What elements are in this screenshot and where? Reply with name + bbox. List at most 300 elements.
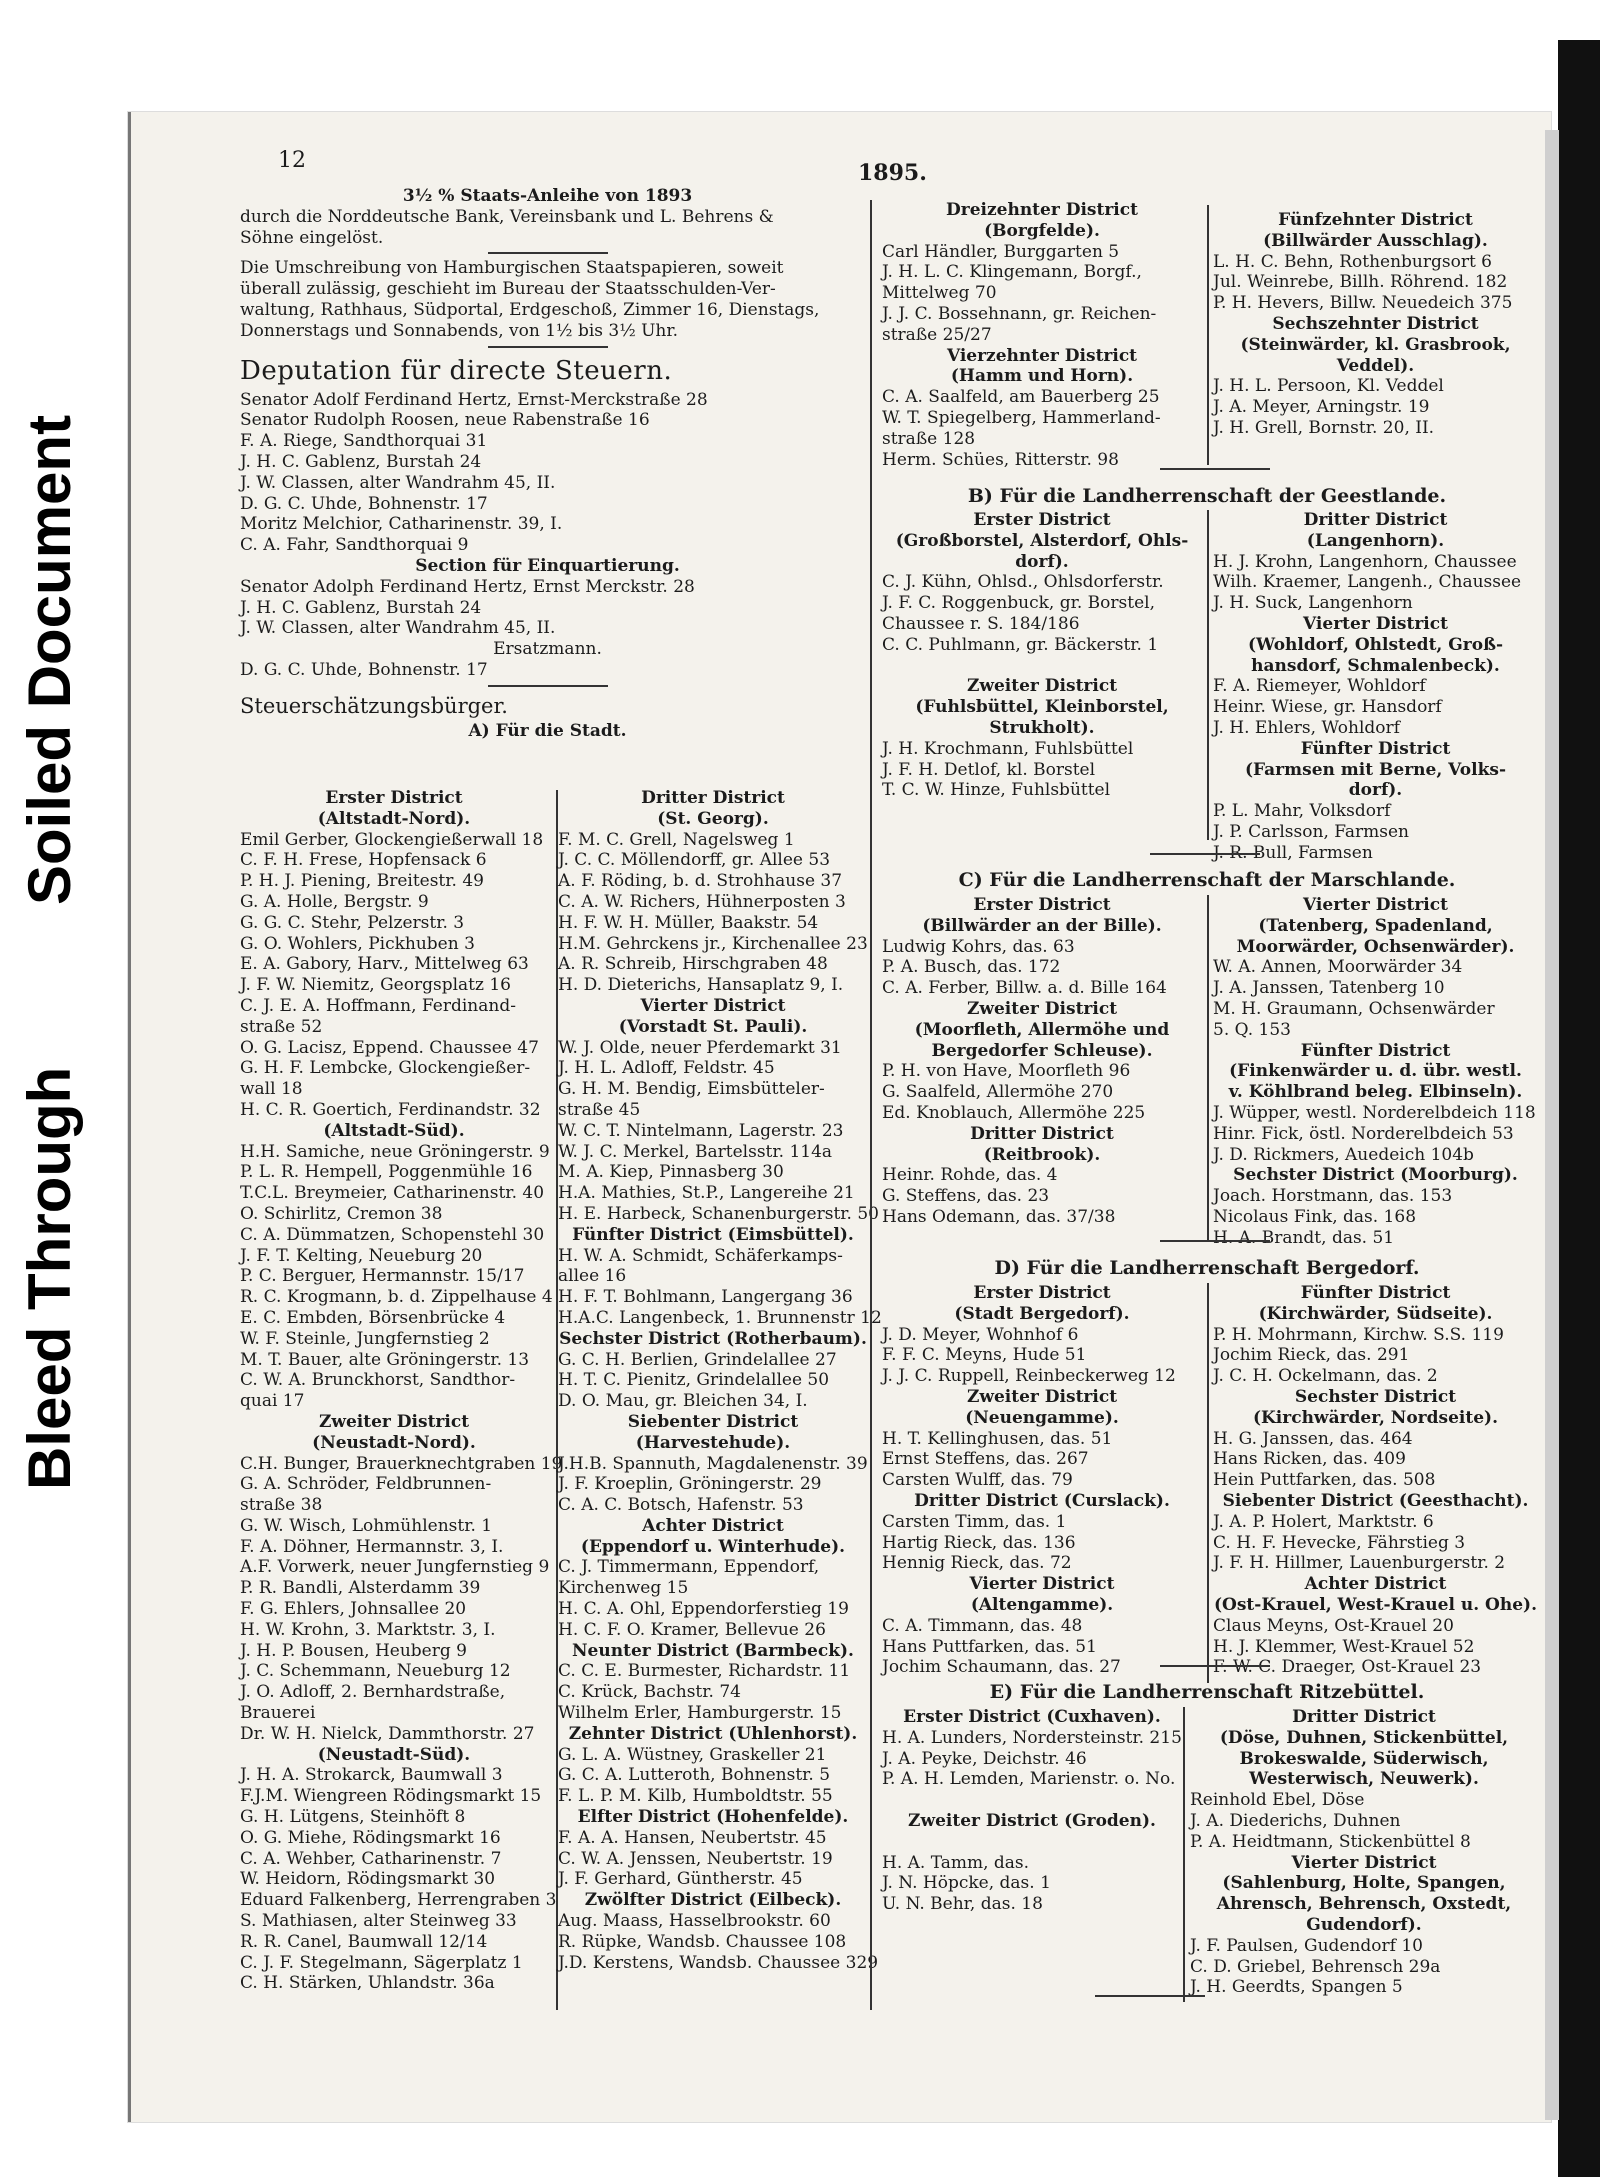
entry-line: Hein Puttfarken, das. 508 <box>1213 1470 1436 1491</box>
district-heading: Westerwisch, Neuwerk). <box>1249 1769 1479 1790</box>
entry-line: Hans Ricken, das. 409 <box>1213 1449 1406 1470</box>
entry-line: H. T. Kellinghusen, das. 51 <box>882 1428 1113 1449</box>
column-divider <box>870 200 872 2010</box>
entry-line: P. L. Mahr, Volksdorf <box>1213 801 1391 822</box>
district-heading: (Vorstadt St. Pauli). <box>618 1016 808 1037</box>
entry-line: M. H. Graumann, Ochsenwärder <box>1213 998 1495 1019</box>
district-heading: (Billwärder Ausschlag). <box>1263 230 1488 251</box>
entry-line: J. A. Peyke, Deichstr. 46 <box>882 1748 1087 1769</box>
entry-line: C. A. Saalfeld, am Bauerberg 25 <box>882 387 1160 408</box>
entry-line: H.M. Gehrckens jr., Kirchenallee 23 <box>558 933 868 954</box>
entry-line: E. C. Embden, Börsenbrücke 4 <box>240 1307 506 1328</box>
column-districts-13-14 <box>882 200 1202 470</box>
district-heading: Sechszehnter District <box>1272 313 1479 334</box>
entry-line: C. A. W. Richers, Hühnerposten 3 <box>558 891 846 912</box>
entry-line: allee 16 <box>558 1266 627 1287</box>
entry-line: G. Saalfeld, Allermöhe 270 <box>882 1082 1114 1103</box>
entry-line: H. G. Janssen, das. 464 <box>1213 1428 1413 1449</box>
entry-line: quai 17 <box>240 1391 305 1412</box>
entry-line: D. O. Mau, gr. Bleichen 34, I. <box>558 1391 808 1412</box>
entry-line: C. J. F. Stegelmann, Sägerplatz 1 <box>240 1952 523 1973</box>
district-heading: (Neustadt-Nord). <box>312 1432 476 1453</box>
entry-line: J. H. Krochmann, Fuhlsbüttel <box>882 738 1134 759</box>
district-heading: Fünfter District <box>1300 1040 1451 1061</box>
district-heading: Erster District <box>973 510 1111 530</box>
district-heading: dorf). <box>1348 780 1403 801</box>
entry-line: Die Umschreibung von Hamburgischen Staatspapieren, soweit <box>240 258 784 279</box>
entry-line: überall zulässig, geschieht im Bureau der Staatsschulden-Ver- <box>240 279 776 300</box>
district-heading: Strukholt). <box>989 717 1095 738</box>
entry-line <box>882 1832 1182 1853</box>
column-divider <box>1207 1283 1209 1683</box>
entry-line: G. Steffens, das. 23 <box>882 1186 1050 1207</box>
entry-line: E. A. Gabory, Harv., Mittelweg 63 <box>240 954 529 975</box>
district-heading: (Harvestehude). <box>635 1432 791 1453</box>
entry-line: C. H. Stärken, Uhlandstr. 36a <box>240 1973 495 1994</box>
entry-line: C. W. A. Jenssen, Neubertstr. 19 <box>558 1848 833 1869</box>
column-bergedorf-1-4 <box>882 1283 1202 1678</box>
entry-line: Heinr. Rohde, das. 4 <box>882 1165 1058 1186</box>
entry-line: G. A. Holle, Bergstr. 9 <box>240 891 429 912</box>
entry-line: Kirchenweg 15 <box>558 1578 689 1599</box>
entry-line: P. H. von Have, Moorfleth 96 <box>882 1061 1131 1082</box>
district-heading: Siebenter District <box>627 1411 799 1432</box>
district-heading: Achter District <box>1304 1574 1447 1595</box>
district-heading: Bergedorfer Schleuse). <box>931 1040 1153 1061</box>
entry-line: Claus Meyns, Ost-Krauel 20 <box>1213 1615 1454 1636</box>
entry-line: R. C. Krogmann, b. d. Zippelhause 4 <box>240 1287 553 1308</box>
district-heading: Vierter District <box>640 995 786 1016</box>
entry-line: R. R. Canel, Baumwall 12/14 <box>240 1931 488 1952</box>
district-heading: (Wohldorf, Ohlstedt, Groß- <box>1247 634 1504 655</box>
district-heading: (St. Georg). <box>657 808 769 829</box>
district-heading: Vierter District <box>969 1574 1115 1595</box>
entry-line: M. T. Bauer, alte Gröningerstr. 13 <box>240 1349 530 1370</box>
entry-line: J. H. P. Bousen, Heuberg 9 <box>240 1640 467 1661</box>
entry-line: A. R. Schreib, Hirschgraben 48 <box>558 954 828 975</box>
district-heading: (Steinwärder, kl. Grasbrook, <box>1240 334 1511 355</box>
entry-line: Wilhelm Erler, Hamburgerstr. 15 <box>558 1703 842 1724</box>
district-heading: Dritter District <box>1303 510 1448 530</box>
district-heading: (Stadt Bergedorf). <box>954 1303 1130 1324</box>
entry-line: H. C. R. Goertich, Ferdinandstr. 32 <box>240 1099 541 1120</box>
entry-line: C. A. Ferber, Billw. a. d. Bille 164 <box>882 978 1167 999</box>
entry-line: J. N. Höpcke, das. 1 <box>882 1873 1051 1894</box>
entry-line: straße 45 <box>558 1099 641 1120</box>
watermark <box>8 360 88 1490</box>
entry-line: T. C. W. Hinze, Fuhlsbüttel <box>882 780 1111 801</box>
entry-line: Hennig Rieck, das. 72 <box>882 1553 1072 1574</box>
page-year: 1895. <box>858 160 927 186</box>
district-heading: (Billwärder an der Bille). <box>922 915 1162 936</box>
entry-line: J. A. P. Holert, Marktstr. 6 <box>1213 1511 1434 1532</box>
entry-line: C. C. E. Burmester, Richardstr. 11 <box>558 1661 851 1682</box>
entry-line: H. T. C. Pienitz, Grindelallee 50 <box>558 1370 830 1391</box>
district-heading: Vierter District <box>1303 613 1448 634</box>
entry-line: Emil Gerber, Glockengießerwall 18 <box>240 829 544 850</box>
entry-line: O. Schirlitz, Cremon 38 <box>240 1203 443 1224</box>
entry-line: H. W. A. Schmidt, Schäferkamps- <box>558 1245 843 1266</box>
district-heading: Achter District <box>642 1515 784 1536</box>
entry-line: O. G. Miehe, Rödingsmarkt 16 <box>240 1827 501 1848</box>
entry-line: Dr. W. H. Nielck, Dammthorstr. 27 <box>240 1723 535 1744</box>
divider-rule <box>488 346 608 348</box>
entry-line: W. C. T. Nintelmann, Lagerstr. 23 <box>558 1120 844 1141</box>
district-heading: (Döse, Duhnen, Stickenbüttel, <box>1219 1727 1509 1748</box>
entry-line: J. H. Suck, Langenhorn <box>1213 593 1413 614</box>
district-heading: (Neustadt-Süd). <box>317 1744 471 1765</box>
district-heading: Section für Einquartierung. <box>415 555 680 576</box>
entry-line: G. L. A. Wüstney, Graskeller 21 <box>558 1744 827 1765</box>
entry-line: waltung, Rathhaus, Südportal, Erdgeschoß, Zimmer 16, Dienstags, <box>240 299 820 320</box>
entry-line: G. C. H. Berlien, Grindelallee 27 <box>558 1349 837 1370</box>
column-divider <box>1207 510 1209 840</box>
district-heading: (Langenhorn). <box>1306 530 1445 551</box>
entry-line: Nicolaus Fink, das. 168 <box>1213 1206 1417 1227</box>
entry-line: W. F. Steinle, Jungfernstieg 2 <box>240 1328 490 1349</box>
entry-line: H. C. A. Ohl, Eppendorferstieg 19 <box>558 1599 849 1620</box>
entry-line: Ludwig Kohrs, das. 63 <box>882 936 1075 957</box>
district-heading: Zweiter District <box>966 1386 1118 1407</box>
entry-line: H. A. Lunders, Nordersteinstr. 215 <box>882 1727 1182 1748</box>
entry-line: J. A. Janssen, Tatenberg 10 <box>1213 978 1445 999</box>
entry-line: C.H. Bunger, Brauerknechtgraben 19 <box>240 1453 563 1474</box>
district-heading: (Tatenberg, Spadenland, <box>1258 915 1493 936</box>
section-rule <box>1160 1240 1270 1242</box>
district-heading: Veddel). <box>1336 355 1415 376</box>
district-heading: Erster District <box>325 788 463 808</box>
entry-line: Joach. Horstmann, das. 153 <box>1213 1186 1453 1207</box>
entry-line: Carsten Timm, das. 1 <box>882 1511 1067 1532</box>
district-heading: Erster District (Cuxhaven). <box>903 1707 1161 1727</box>
district-heading: Sechster District (Moorburg). <box>1233 1165 1518 1186</box>
entry-line: Ersatzmann. <box>493 639 602 660</box>
district-heading: (Großborstel, Alsterdorf, Ohls- <box>895 530 1189 551</box>
entry-line: G. H. F. Lembcke, Glockengießer- <box>240 1058 531 1079</box>
district-heading: hansdorf, Schmalenbeck). <box>1251 655 1500 676</box>
district-heading: Zweiter District (Groden). <box>908 1810 1156 1831</box>
district-heading: Zweiter District <box>966 998 1118 1019</box>
entry-line: straße 25/27 <box>882 324 992 345</box>
district-heading: (Hamm und Horn). <box>950 366 1134 387</box>
district-heading: (Ost-Krauel, West-Krauel u. Ohe). <box>1214 1594 1537 1615</box>
district-heading: dorf). <box>1015 551 1069 572</box>
entry-line: T.C.L. Breymeier, Catharinenstr. 40 <box>240 1183 545 1204</box>
scanner-edge <box>1558 40 1600 2177</box>
page-edge <box>1545 130 1559 2120</box>
entry-line: J. Wüpper, westl. Norderelbdeich 118 <box>1213 1102 1536 1123</box>
entry-line: H. D. Dieterichs, Hansaplatz 9, I. <box>558 975 844 996</box>
column-altstadt-neustadt <box>240 788 563 1994</box>
entry-line: C. Krück, Bachstr. 74 <box>558 1682 741 1703</box>
entry-line: C. J. Kühn, Ohlsd., Ohlsdorferstr. <box>882 572 1164 593</box>
entry-line: W. A. Annen, Moorwärder 34 <box>1213 957 1463 978</box>
entry-line: Reinhold Ebel, Döse <box>1190 1790 1365 1811</box>
entry-line: straße 52 <box>240 1016 323 1037</box>
entry-line: J. W. Classen, alter Wandrahm 45, II. <box>240 472 556 493</box>
entry-line: H. J. Krohn, Langenhorn, Chaussee <box>1213 551 1517 572</box>
entry-line: J. C. C. Möllendorff, gr. Allee 53 <box>558 850 831 871</box>
entry-line: A.F. Vorwerk, neuer Jungfernstieg 9 <box>240 1557 550 1578</box>
district-heading: A) Für die Stadt. <box>468 720 627 741</box>
entry-line: J. H. Geerdts, Spangen 5 <box>1190 1977 1403 1998</box>
district-heading: (Neuengamme). <box>965 1407 1119 1428</box>
entry-line: G. G. C. Stehr, Pelzerstr. 3 <box>240 912 465 933</box>
entry-line: U. N. Behr, das. 18 <box>882 1894 1043 1915</box>
entry-line: W. J. Olde, neuer Pferdemarkt 31 <box>558 1037 842 1058</box>
district-heading: (Borgfelde). <box>984 220 1100 241</box>
entry-line: J. F. H. Hillmer, Lauenburgerstr. 2 <box>1213 1553 1506 1574</box>
district-heading: Ahrensch, Behrensch, Oxstedt, <box>1216 1894 1512 1915</box>
entry-line: G. A. Schröder, Feldbrunnen- <box>240 1474 492 1495</box>
district-heading: Vierter District <box>1291 1852 1437 1873</box>
district-heading: (Fuhlsbüttel, Kleinborstel, <box>915 697 1169 718</box>
district-heading: Zehnter District (Uhlenhorst). <box>568 1723 858 1744</box>
entry-line: J. H. C. Gablenz, Burstah 24 <box>240 597 482 618</box>
district-heading: Steuerschätzungsbürger. <box>240 693 508 718</box>
entry-line: C. A. Timmann, das. 48 <box>882 1615 1083 1636</box>
entry-line: F. A. A. Hansen, Neubertstr. 45 <box>558 1827 827 1848</box>
entry-line: Jochim Schaumann, das. 27 <box>882 1657 1121 1678</box>
column-districts-15-16 <box>1213 210 1538 439</box>
column-districts-3-12 <box>558 788 882 1973</box>
entry-line: wall 18 <box>240 1079 303 1100</box>
entry-line: Moritz Melchior, Catharinenstr. 39, I. <box>240 514 563 535</box>
district-heading: v. Köhlbrand beleg. Elbinseln). <box>1228 1082 1523 1103</box>
section-rule <box>1160 468 1270 470</box>
entry-line: Senator Rudolph Roosen, neue Rabenstraße 16 <box>240 410 650 431</box>
entry-line: Senator Adolf Ferdinand Hertz, Ernst-Merckstraße 28 <box>240 389 708 410</box>
entry-line: P. L. R. Hempell, Poggenmühle 16 <box>240 1162 533 1183</box>
entry-line: C. H. F. Hevecke, Fährstieg 3 <box>1213 1532 1466 1553</box>
entry-line: C. J. Timmermann, Eppendorf, <box>558 1557 820 1578</box>
entry-line: Carsten Wulff, das. 79 <box>882 1470 1073 1491</box>
entry-line: P. H. Mohrmann, Kirchw. S.S. 119 <box>1213 1324 1504 1345</box>
district-heading: (Kirchwärder, Südseite). <box>1258 1303 1493 1324</box>
entry-line: G. W. Wisch, Lohmühlenstr. 1 <box>240 1515 493 1536</box>
district-heading: Zweiter District <box>318 1411 470 1432</box>
district-heading: Fünfter District <box>1300 1283 1451 1303</box>
entry-line: J. F. H. Detlof, kl. Borstel <box>882 759 1096 780</box>
entry-line: Donnerstags und Sonnabends, von 1½ bis 3½ Uhr. <box>240 320 679 341</box>
entry-line: F. A. Riemeyer, Wohldorf <box>1213 676 1426 697</box>
entry-line: L. H. C. Behn, Rothenburgsort 6 <box>1213 251 1492 272</box>
district-heading: (Farmsen mit Berne, Volks- <box>1244 759 1506 780</box>
entry-line <box>882 656 1202 677</box>
district-heading: Zwölfter District (Eilbeck). <box>584 1890 842 1911</box>
entry-line: F.J.M. Wiengreen Rödingsmarkt 15 <box>240 1786 542 1807</box>
entry-line: J. A. Diederichs, Duhnen <box>1190 1810 1401 1831</box>
entry-line: P. H. Hevers, Billw. Neuedeich 375 <box>1213 293 1513 314</box>
entry-line: F. L. P. M. Kilb, Humboldtstr. 55 <box>558 1786 833 1807</box>
entry-line: H. A. Tamm, das. <box>882 1852 1030 1873</box>
entry-line: Chaussee r. S. 184/186 <box>882 613 1080 634</box>
district-heading: (Kirchwärder, Nordseite). <box>1252 1407 1498 1428</box>
district-heading: (Eppendorf u. Winterhude). <box>580 1536 846 1557</box>
entry-line: M. A. Kiep, Pinnasberg 30 <box>558 1162 784 1183</box>
entry-line: J. J. C. Bossehnann, gr. Reichen- <box>882 303 1157 324</box>
district-heading: Dritter District <box>970 1123 1114 1144</box>
entry-line: Senator Adolph Ferdinand Hertz, Ernst Merckstr. 28 <box>240 576 695 597</box>
entry-line: H. J. Klemmer, West-Krauel 52 <box>1213 1636 1475 1657</box>
district-heading: (Altstadt-Nord). <box>317 808 471 829</box>
entry-line: F. W. C. Draeger, Ost-Krauel 23 <box>1213 1657 1482 1678</box>
entry-line: P. A. H. Lemden, Marienstr. o. No. <box>882 1769 1176 1790</box>
entry-line: W. J. C. Merkel, Bartelsstr. 114a <box>558 1141 833 1162</box>
entry-line: straße 128 <box>882 428 976 449</box>
column-marschlande-4-6 <box>1213 895 1538 1249</box>
entry-line: F. G. Ehlers, Johnsallee 20 <box>240 1599 467 1620</box>
entry-line: W. T. Spiegelberg, Hammerland- <box>882 407 1161 428</box>
section-c-title: C) Für die Landherrenschaft der Marschlande. <box>958 869 1456 891</box>
column-bergedorf-5-8 <box>1213 1283 1538 1678</box>
entry-line: J. H. L. Persoon, Kl. Veddel <box>1213 376 1444 397</box>
entry-line: S. Mathiasen, alter Steinweg 33 <box>240 1911 517 1932</box>
column-ritzebuettel-1-2 <box>882 1707 1182 1915</box>
entry-line: H. E. Harbeck, Schanenburgerstr. 50 <box>558 1203 879 1224</box>
column-divider <box>1183 1707 1185 2002</box>
entry-line: Wilh. Kraemer, Langenh., Chaussee <box>1213 572 1522 593</box>
district-heading: (Finkenwärder u. d. übr. westl. <box>1229 1061 1522 1082</box>
entry-line: Hinr. Fick, östl. Norderelbdeich 53 <box>1213 1123 1514 1144</box>
column-steuern <box>240 186 855 742</box>
entry-line: F. A. Riege, Sandthorquai 31 <box>240 431 488 452</box>
entry-line: Aug. Maass, Hasselbrookstr. 60 <box>558 1911 831 1932</box>
entry-line: C. C. Puhlmann, gr. Bäckerstr. 1 <box>882 634 1159 655</box>
entry-line: J. H. Ehlers, Wohldorf <box>1213 717 1400 738</box>
entry-line: 5. Q. 153 <box>1213 1019 1291 1040</box>
entry-line: P. H. J. Piening, Breitestr. 49 <box>240 871 484 892</box>
entry-line: Eduard Falkenberg, Herrengraben 3 <box>240 1890 557 1911</box>
entry-line: J. F. Kroeplin, Gröningerstr. 29 <box>558 1474 822 1495</box>
entry-line: F. A. Döhner, Hermannstr. 3, I. <box>240 1536 504 1557</box>
section-d-title: D) Für die Landherrenschaft Bergedorf. <box>994 1257 1420 1279</box>
entry-line: J. H. Grell, Bornstr. 20, II. <box>1213 417 1435 438</box>
entry-line: C. A. Fahr, Sandthorquai 9 <box>240 535 469 556</box>
entry-line: G. H. M. Bendig, Eimsbütteler- <box>558 1079 825 1100</box>
entry-line: Brauerei <box>240 1703 316 1724</box>
district-heading: Erster District <box>973 1283 1111 1303</box>
column-geestlande-3-5 <box>1213 510 1538 864</box>
entry-line: C. W. A. Brunckhorst, Sandthor- <box>240 1370 516 1391</box>
entry-line: R. Rüpke, Wandsb. Chaussee 108 <box>558 1931 847 1952</box>
entry-line: P. A. Busch, das. 172 <box>882 957 1061 978</box>
district-heading: (Reitbrook). <box>983 1144 1101 1165</box>
district-heading: Fünfzehnter District <box>1278 210 1473 230</box>
entry-line: J. H. L. C. Klingemann, Borgf., <box>882 262 1142 283</box>
entry-line: J. O. Adloff, 2. Bernhardstraße, <box>240 1682 506 1703</box>
entry-line: J. D. Meyer, Wohnhof 6 <box>882 1324 1079 1345</box>
section-b-title: B) Für die Landherrenschaft der Geestlande. <box>967 485 1447 507</box>
entry-line: J. W. Classen, alter Wandrahm 45, II. <box>240 618 556 639</box>
entry-line: J. F. Paulsen, Gudendorf 10 <box>1190 1935 1423 1956</box>
entry-line: J. C. H. Ockelmann, das. 2 <box>1213 1366 1438 1387</box>
entry-line: H. C. F. O. Kramer, Bellevue 26 <box>558 1619 826 1640</box>
district-heading: Vierzehnter District <box>946 345 1138 366</box>
entry-line: C. J. E. A. Hoffmann, Ferdinand- <box>240 995 516 1016</box>
district-heading: (Altstadt-Süd). <box>323 1120 465 1141</box>
district-heading: Dritter District (Curslack). <box>914 1490 1170 1511</box>
column-marschlande-1-3 <box>882 895 1202 1228</box>
entry-line: Carl Händler, Burggarten 5 <box>882 241 1120 262</box>
entry-line: J. F. Gerhard, Güntherstr. 45 <box>558 1869 803 1890</box>
entry-line: J. H. A. Strokarck, Baumwall 3 <box>240 1765 503 1786</box>
entry-line: straße 38 <box>240 1495 323 1516</box>
entry-line: H. W. Krohn, 3. Marktstr. 3, I. <box>240 1619 496 1640</box>
entry-line: P. C. Berguer, Hermannstr. 15/17 <box>240 1266 525 1287</box>
district-heading: Dritter District <box>641 788 785 808</box>
section-rule <box>1150 853 1260 855</box>
district-heading: Fünfter District (Eimsbüttel). <box>572 1224 854 1245</box>
entry-line: W. Heidorn, Rödingsmarkt 30 <box>240 1869 496 1890</box>
column-geestlande-1-2 <box>882 510 1202 801</box>
district-heading: Sechster District <box>1294 1386 1457 1407</box>
entry-line: J. F. W. Niemitz, Georgsplatz 16 <box>240 975 511 996</box>
page-number: 12 <box>278 148 306 173</box>
entry-line: G. C. A. Lutteroth, Bohnenstr. 5 <box>558 1765 831 1786</box>
entry-line: G. H. Lütgens, Steinhöft 8 <box>240 1807 466 1828</box>
district-heading: Deputation für directe Steuern. <box>240 355 673 386</box>
entry-line: D. G. C. Uhde, Bohnenstr. 17 <box>240 659 488 680</box>
column-divider <box>1207 205 1209 465</box>
district-heading: Siebenter District (Geesthacht). <box>1222 1490 1529 1511</box>
entry-line: Mittelweg 70 <box>882 283 997 304</box>
entry-line: Jochim Rieck, das. 291 <box>1213 1345 1410 1366</box>
district-heading: Erster District <box>973 895 1111 915</box>
entry-line: H.H. Samiche, neue Gröningerstr. 9 <box>240 1141 550 1162</box>
entry-line: J. H. C. Gablenz, Burstah 24 <box>240 451 482 472</box>
watermark-line-soiled: Soiled Document <box>16 414 83 905</box>
entry-line: Hans Puttfarken, das. 51 <box>882 1636 1097 1657</box>
entry-line: J.H.B. Spannuth, Magdalenenstr. 39 <box>558 1453 868 1474</box>
entry-line: C. A. Wehber, Catharinenstr. 7 <box>240 1848 502 1869</box>
entry-line: Jul. Weinrebe, Billh. Röhrend. 182 <box>1213 272 1508 293</box>
entry-line: J.D. Kerstens, Wandsb. Chaussee 329 <box>558 1952 879 1973</box>
entry-line: Hans Odemann, das. 37/38 <box>882 1206 1116 1227</box>
entry-line: P. A. Heidtmann, Stickenbüttel 8 <box>1190 1831 1471 1852</box>
entry-line: O. G. Lacisz, Eppend. Chaussee 47 <box>240 1037 539 1058</box>
entry-line: J. F. T. Kelting, Neueburg 20 <box>240 1245 483 1266</box>
district-heading: (Altengamme). <box>970 1594 1114 1615</box>
entry-line: durch die Norddeutsche Bank, Vereinsbank und L. Behrens & <box>240 206 774 227</box>
entry-line: D. G. C. Uhde, Bohnenstr. 17 <box>240 493 488 514</box>
entry-line: Hartig Rieck, das. 136 <box>882 1532 1076 1553</box>
entry-line: G. O. Wohlers, Pickhuben 3 <box>240 933 475 954</box>
entry-line: C. A. Dümmatzen, Schopenstehl 30 <box>240 1224 545 1245</box>
district-heading: Sechster District (Rotherbaum). <box>559 1328 867 1349</box>
district-heading: 3½ % Staats-Anleihe von 1893 <box>402 186 693 206</box>
district-heading: (Sahlenburg, Holte, Spangen, <box>1222 1873 1506 1894</box>
district-heading: Zweiter District <box>966 676 1118 697</box>
divider-rule <box>488 252 608 254</box>
column-divider <box>1207 895 1209 1240</box>
entry-line: J. J. C. Ruppell, Reinbeckerweg 12 <box>882 1366 1176 1387</box>
divider-rule <box>488 685 608 687</box>
entry-line: Heinr. Wiese, gr. Hansdorf <box>1213 697 1442 718</box>
entry-line: H.A. Mathies, St.P., Langereihe 21 <box>558 1183 855 1204</box>
district-heading: Elfter District (Hohenfelde). <box>577 1807 849 1828</box>
entry-line: Herm. Schües, Ritterstr. 98 <box>882 449 1119 470</box>
district-heading: Vierter District <box>1303 895 1448 915</box>
entry-line: J. F. C. Roggenbuck, gr. Borstel, <box>882 593 1155 614</box>
entry-line: J. D. Rickmers, Auedeich 104b <box>1213 1144 1474 1165</box>
entry-line: H.A.C. Langenbeck, 1. Brunnenstr 12 <box>558 1307 882 1328</box>
entry-line: Söhne eingelöst. <box>240 227 384 248</box>
entry-line: J. H. L. Adloff, Feldstr. 45 <box>558 1058 775 1079</box>
entry-line: J. R. Bull, Farmsen <box>1213 842 1373 863</box>
district-heading: Fünfter District <box>1300 738 1451 759</box>
entry-line: J. C. Schemmann, Neueburg 12 <box>240 1661 511 1682</box>
